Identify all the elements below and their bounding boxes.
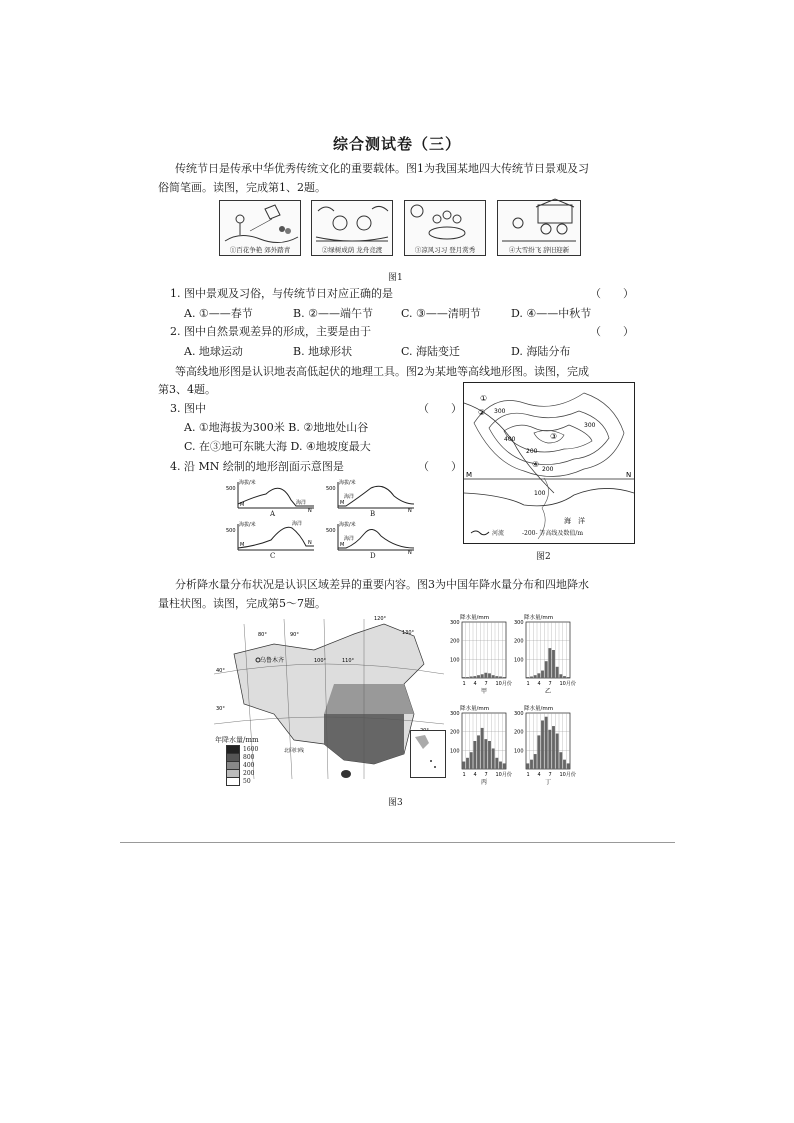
- chart-bar: [563, 676, 566, 678]
- chart-name-label: 乙: [545, 688, 552, 695]
- legend-title: 年降水量/mm: [215, 736, 259, 744]
- intro-2-line-1: 等高线地形图是认识地表高低起伏的地理工具。图2为某地等高线地形图。读图，完成: [175, 365, 589, 378]
- rain-chart-bing-svg: [448, 703, 510, 785]
- rain-chart-yi-svg: [512, 612, 580, 694]
- chart-bar: [537, 735, 540, 769]
- q1-option-c[interactable]: C. ③——清明节: [401, 307, 481, 320]
- lat-label-2: 30°: [216, 706, 225, 712]
- profile-a-graph: [226, 478, 316, 512]
- city-label: 乌鲁木齐: [260, 657, 285, 664]
- chart-bar: [488, 673, 491, 678]
- chart-bar: [473, 741, 476, 769]
- chart-bar: [567, 763, 570, 769]
- chart-bar: [495, 758, 498, 769]
- chart-bar: [495, 676, 498, 678]
- chart-xtick: 4: [537, 681, 541, 687]
- profile-b-graph: [326, 478, 416, 512]
- q4-stem: 4. 沿 MN 绘制的地形剖面示意图是: [170, 460, 344, 473]
- profile-d-sea: 海洋: [344, 536, 355, 542]
- chart-bar: [556, 667, 559, 678]
- lon-label-4: 110°: [342, 658, 355, 664]
- intro-3-line-1: 分析降水量分布状况是认识区域差异的重要内容。图3为中国年降水量分布和四地降水: [175, 578, 589, 591]
- lon-label-5: 120°: [374, 616, 387, 622]
- q1-option-b[interactable]: B. ②——端午节: [293, 307, 373, 320]
- q2-answer-paren[interactable]: （ ）: [590, 325, 634, 338]
- intro-1-line-2: 俗简笔画。读图，完成第1、2题。: [158, 181, 326, 194]
- lon-label-6: 130°: [402, 630, 415, 636]
- chart-bar: [545, 661, 548, 678]
- chart-bar: [545, 717, 548, 769]
- chart-ytick: 200: [514, 729, 524, 736]
- lon-label-1: 80°: [258, 632, 267, 638]
- south-china-sea-inset: [410, 730, 446, 778]
- fig2-m: M: [466, 471, 473, 479]
- chart-ylabel: 降水量/mm: [524, 615, 554, 621]
- profile-b-letter: B: [370, 510, 376, 518]
- rain-chart-jia-svg: [448, 612, 510, 694]
- chart-bar: [477, 675, 480, 678]
- precipitation-legend: [226, 745, 258, 785]
- chart-xtick: 1: [526, 772, 530, 778]
- chart-xtick: 4: [473, 681, 477, 687]
- chart-ytick: 100: [514, 748, 524, 755]
- q1-stem: 1. 图中景观及习俗，与传统节日对应正确的是: [170, 287, 393, 300]
- lon-label-3: 100°: [314, 658, 327, 664]
- spring-festival-scene-icon: [498, 201, 580, 247]
- fig1-caption-3: ③凉风习习 登月赏秀: [414, 246, 476, 254]
- chart-ytick: 300: [450, 711, 460, 717]
- legend-swatch-5: [226, 777, 240, 786]
- q2-option-d[interactable]: D. 海陆分布: [511, 345, 571, 358]
- profile-d-n: N: [408, 550, 412, 556]
- chart-ytick: 200: [450, 729, 460, 736]
- fig2-sea: 海 洋: [564, 517, 585, 525]
- intro-2-line-2: 第3、4题。: [158, 383, 216, 396]
- q1-option-a[interactable]: A. ①——春节: [184, 307, 253, 320]
- fig2-legend-contour: -200- 等高线及数值/m: [522, 530, 584, 537]
- chart-ytick: 100: [450, 657, 460, 664]
- profile-d-m: M: [340, 542, 345, 548]
- profile-c-n: N: [308, 540, 312, 546]
- chart-ytick: 300: [514, 711, 524, 717]
- chart-bar: [548, 730, 551, 769]
- river-legend-icon: [470, 528, 490, 536]
- chart-xtick: 1: [462, 681, 466, 687]
- chart-bar: [559, 752, 562, 769]
- page-divider: [120, 842, 675, 843]
- contour-map-graphic: [464, 383, 634, 543]
- dragon-boat-scene-icon: [312, 201, 392, 247]
- chart-xtick: 7: [484, 681, 488, 687]
- chart-ylabel: 降水量/mm: [460, 615, 490, 621]
- profile-c-m: M: [240, 542, 245, 548]
- chart-bar: [477, 735, 480, 769]
- chart-xtick: 4: [537, 772, 541, 778]
- chart-bar: [552, 650, 555, 678]
- profile-b-ylabel: 海拔/米: [339, 480, 356, 486]
- fig2-point-2: ②: [478, 408, 486, 417]
- profile-d-graph: [326, 520, 416, 554]
- spring-scene-icon: [220, 201, 300, 247]
- fig2-contour-label-2: 400: [504, 436, 516, 443]
- intro-1-line-1: 传统节日是传承中华优秀传统文化的重要载体。图1为我国某地四大传统节日景观及习: [175, 162, 589, 175]
- fig2-contour-label-3: 200: [526, 448, 538, 455]
- chart-xtick: 7: [548, 772, 552, 778]
- chart-bar: [470, 752, 473, 769]
- profile-b-m: M: [340, 500, 345, 506]
- chart-bar: [492, 675, 495, 678]
- fig1-label: 图1: [388, 273, 403, 283]
- profile-option-b[interactable]: [326, 478, 416, 520]
- legend-value-2: 800: [243, 753, 255, 761]
- fig1-panel-2: [311, 200, 393, 256]
- profile-option-a[interactable]: [226, 478, 316, 520]
- chart-bar: [466, 758, 469, 769]
- chart-ylabel: 降水量/mm: [460, 706, 490, 712]
- chart-bar: [552, 726, 555, 769]
- intro-3-line-2: 量柱状图。读图，完成第5～7题。: [158, 597, 326, 610]
- chart-bar: [484, 739, 487, 769]
- fig2-n: N: [626, 471, 632, 479]
- chart-xtick: 10月份: [495, 681, 512, 687]
- chart-bar: [567, 677, 570, 678]
- chart-xtick: 7: [548, 681, 552, 687]
- fig1-caption-4: ④大雪纷飞 辞旧迎新: [508, 246, 570, 254]
- profile-c-ytick: 500: [226, 528, 236, 534]
- profile-b-ytick: 500: [326, 486, 336, 492]
- contour-map: [463, 382, 635, 544]
- q3-answer-paren[interactable]: （ ）: [418, 402, 462, 415]
- chart-bar: [563, 760, 566, 769]
- profile-a-m: M: [240, 502, 245, 508]
- chart-bar: [462, 762, 465, 769]
- profile-d-ylabel: 海拔/米: [339, 522, 356, 528]
- chart-bar: [470, 677, 473, 678]
- chart-xtick: 10月份: [559, 681, 576, 687]
- lat-label-1: 40°: [216, 668, 225, 674]
- chart-bar: [484, 673, 487, 678]
- chart-name-label: 甲: [481, 688, 488, 695]
- mid-autumn-scene-icon: [405, 201, 485, 247]
- q3-stem: 3. 图中: [170, 402, 206, 415]
- profile-a-n: N: [308, 508, 312, 514]
- fig2-point-3: ③: [550, 432, 558, 441]
- fig3-label: 图3: [388, 798, 403, 808]
- profile-option-d[interactable]: [326, 520, 416, 564]
- fig2-label: 图2: [536, 552, 551, 562]
- chart-bar: [530, 760, 533, 769]
- q1-answer-paren[interactable]: （ ）: [590, 287, 634, 300]
- chart-ytick: 200: [514, 638, 524, 645]
- chart-bar: [556, 734, 559, 769]
- fig2-point-4: ④: [532, 460, 540, 469]
- chart-name-label: 丙: [481, 779, 488, 786]
- q2-stem: 2. 图中自然景观差异的形成，主要是由于: [170, 325, 371, 338]
- chart-bar: [499, 677, 502, 678]
- lon-label-2: 90°: [290, 632, 299, 638]
- inset-map-graphic: [411, 731, 445, 777]
- chart-ylabel: 降水量/mm: [524, 706, 554, 712]
- fig1-panel-4: [497, 200, 581, 256]
- chart-bar: [473, 676, 476, 678]
- fig2-point-1: ①: [480, 394, 488, 403]
- fig2-contour-label-4: 300: [584, 422, 596, 429]
- fig1-caption-1: ①百花争艳 郊外踏青: [229, 246, 291, 254]
- chart-bar: [559, 674, 562, 678]
- legend-value-3: 400: [243, 761, 255, 769]
- chart-xtick: 4: [473, 772, 477, 778]
- chart-ytick: 100: [514, 657, 524, 664]
- rain-chart-ding: [512, 703, 580, 789]
- rain-chart-jia: [448, 612, 510, 698]
- fig1-panel-1: [219, 200, 301, 256]
- chart-bar: [466, 677, 469, 678]
- chart-bar: [526, 763, 529, 769]
- chart-bar: [526, 677, 529, 678]
- fig2-contour-label-6: 100: [534, 490, 546, 497]
- page-title: 综合测试卷（三）: [332, 135, 461, 153]
- chart-bar: [462, 677, 465, 678]
- legend-value-5: 50: [243, 777, 251, 785]
- chart-xtick: 1: [526, 681, 530, 687]
- chart-ytick: 100: [450, 748, 460, 755]
- chart-bar: [481, 674, 484, 678]
- profile-a-ylabel: 海拔/米: [239, 480, 256, 486]
- profile-option-c[interactable]: [226, 520, 316, 564]
- chart-bar: [530, 677, 533, 678]
- chart-bar: [541, 671, 544, 678]
- legend-value-1: 1600: [243, 745, 259, 753]
- profile-a-sea: 海洋: [296, 500, 307, 506]
- profile-d-letter: D: [370, 552, 376, 560]
- chart-xtick: 1: [462, 772, 466, 778]
- profile-b-sea: 海洋: [344, 494, 355, 500]
- legend-value-4: 200: [243, 769, 255, 777]
- chart-ytick: 300: [514, 620, 524, 626]
- rain-chart-ding-svg: [512, 703, 580, 785]
- chart-ytick: 300: [450, 620, 460, 626]
- profile-c-graph: [226, 520, 316, 554]
- chart-name-label: 丁: [545, 779, 552, 786]
- chart-bar: [488, 741, 491, 769]
- q2-option-a[interactable]: A. 地球运动: [184, 345, 243, 358]
- chart-bar: [534, 754, 537, 769]
- chart-bar: [537, 673, 540, 678]
- profile-c-ylabel: 海拔/米: [239, 522, 256, 528]
- chart-ytick: 200: [450, 638, 460, 645]
- chart-bar: [492, 748, 495, 769]
- q3-options-cd[interactable]: C. 在③地可东眺大海 D. ④地坡度最大: [184, 440, 371, 453]
- q1-option-d[interactable]: D. ④——中秋节: [511, 307, 592, 320]
- q2-option-c[interactable]: C. 海陆变迁: [401, 345, 461, 358]
- fig1-panel-3: [404, 200, 486, 256]
- profile-c-sea: 海洋: [292, 521, 303, 527]
- chart-bar: [548, 648, 551, 678]
- rain-chart-yi: [512, 612, 580, 698]
- fig2-contour-label-5: 200: [542, 466, 554, 473]
- fig2-contour-label-1: 300: [494, 408, 506, 415]
- q2-option-b[interactable]: B. 地球形状: [293, 345, 353, 358]
- chart-xtick: 7: [484, 772, 488, 778]
- q4-answer-paren[interactable]: （ ）: [418, 460, 462, 473]
- chart-xtick: 10月份: [559, 772, 576, 778]
- chart-bar: [534, 675, 537, 678]
- profile-b-n: N: [408, 508, 412, 514]
- profile-a-ytick: 500: [226, 486, 236, 492]
- profile-a-letter: A: [270, 510, 276, 518]
- fig1-caption-2: ②绿树成荫 龙舟竞渡: [321, 246, 383, 254]
- fig2-legend-river: 河流: [492, 530, 505, 537]
- q3-options-ab[interactable]: A. ①地海拔为300米 B. ②地地处山谷: [184, 421, 369, 434]
- chart-bar: [499, 762, 502, 769]
- chart-xtick: 10月份: [495, 772, 512, 778]
- chart-bar: [503, 763, 506, 769]
- profile-d-ytick: 500: [326, 528, 336, 534]
- rain-chart-bing: [448, 703, 510, 789]
- chart-bar: [481, 728, 484, 769]
- profile-c-letter: C: [270, 552, 276, 560]
- chart-bar: [541, 720, 544, 769]
- tropic-label: 北回归线: [284, 748, 305, 754]
- chart-bar: [503, 677, 506, 678]
